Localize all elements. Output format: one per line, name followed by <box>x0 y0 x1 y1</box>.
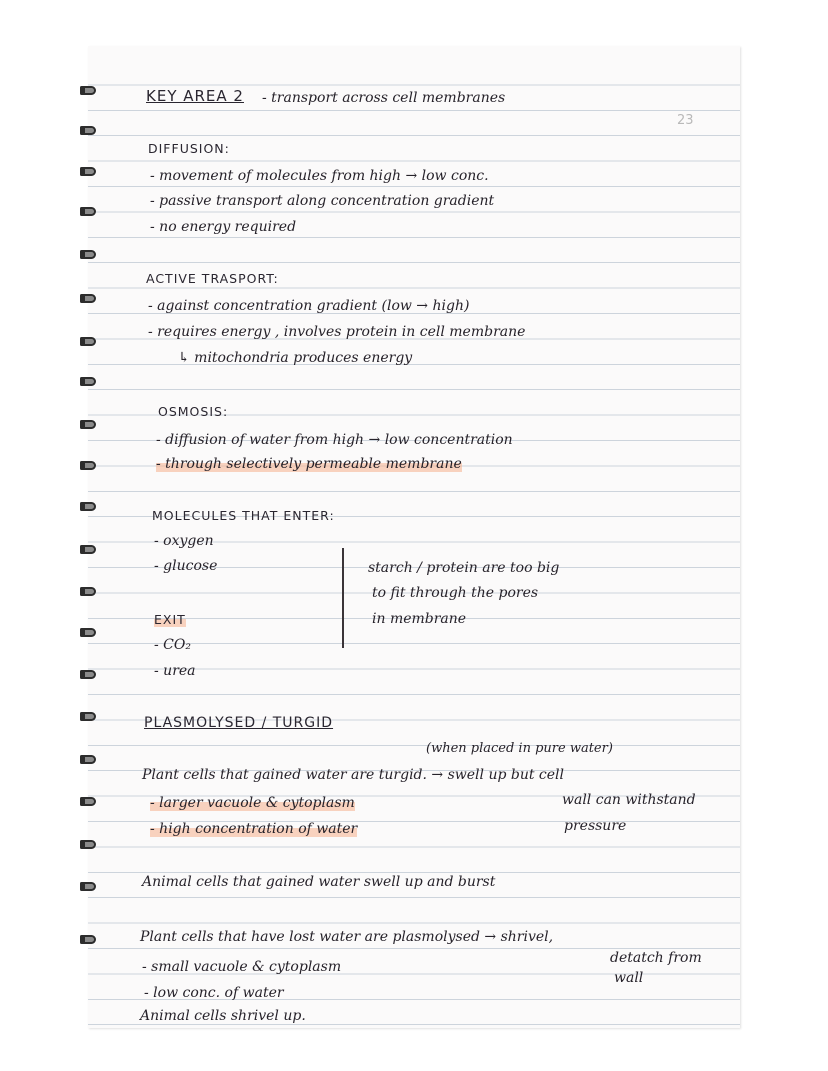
divider-line <box>342 548 344 648</box>
spiral-coil <box>80 461 96 470</box>
enter-item: - oxygen <box>154 533 214 549</box>
diffusion-heading: DIFFUSION: <box>148 141 230 156</box>
plant-gain-point: - larger vacuole & cytoplasm <box>150 795 355 811</box>
spiral-coil <box>80 420 96 429</box>
spiral-coil <box>80 294 96 303</box>
spiral-coil <box>80 935 96 944</box>
plasmolysed-heading: PLASMOLYSED / TURGID <box>144 715 334 731</box>
membrane-note: in membrane <box>372 611 467 627</box>
animal-gain-line: Animal cells that gained water swell up and burst <box>142 874 496 890</box>
spiral-coil <box>80 126 96 135</box>
animal-lost-line: Animal cells shrivel up. <box>140 1008 306 1024</box>
plant-gain-right: pressure <box>564 818 627 834</box>
active-transport-line: - requires energy , involves protein in cell membrane <box>148 324 526 340</box>
plant-lost-line: Plant cells that have lost water are plasmolysed → shrivel, <box>140 929 554 945</box>
exit-heading: EXIT <box>154 612 186 627</box>
spiral-coil <box>80 337 96 346</box>
enter-item: - glucose <box>154 558 218 574</box>
diffusion-line: - no energy required <box>150 219 297 235</box>
osmosis-line: - diffusion of water from high → low concentration <box>156 432 513 448</box>
plant-lost-point: - low conc. of water <box>144 985 284 1001</box>
spiral-coil <box>80 502 96 511</box>
spiral-coil <box>80 628 96 637</box>
page-subtitle: - transport across cell membranes <box>262 90 506 106</box>
membrane-note: to fit through the pores <box>372 585 539 601</box>
spiral-coil <box>80 882 96 891</box>
spiral-coil <box>80 840 96 849</box>
exit-item: - urea <box>154 663 196 679</box>
osmosis-heading: OSMOSIS: <box>158 404 229 419</box>
plant-gain-point: - high concentration of water <box>150 821 358 837</box>
spiral-coil <box>80 207 96 216</box>
spiral-coil <box>80 587 96 596</box>
plant-gain-line: Plant cells that gained water are turgid. → swell up but cell <box>142 767 565 783</box>
diffusion-line: - passive transport along concentration gradient <box>150 193 495 209</box>
spiral-coil <box>80 377 96 386</box>
spiral-coil <box>80 797 96 806</box>
plant-lost-right: detatch from <box>610 950 702 966</box>
membrane-note: starch / protein are too big <box>368 560 560 576</box>
pure-water-note: (when placed in pure water) <box>426 741 613 756</box>
plant-lost-right: wall <box>614 970 644 986</box>
active-transport-subline: ↳ mitochondria produces energy <box>178 350 413 366</box>
osmosis-line: - through selectively permeable membrane <box>156 456 462 472</box>
active-transport-heading: ACTIVE TRASPORT: <box>146 271 279 286</box>
plant-lost-point: - small vacuole & cytoplasm <box>142 959 342 975</box>
exit-item: - CO₂ <box>154 637 191 653</box>
plant-gain-right: wall can withstand <box>562 792 696 808</box>
spiral-coil <box>80 250 96 259</box>
spiral-coil <box>80 86 96 95</box>
spiral-coil <box>80 167 96 176</box>
molecules-heading: MOLECULES THAT ENTER: <box>152 508 335 523</box>
spiral-coil <box>80 545 96 554</box>
key-area-title: KEY AREA 2 <box>146 87 244 105</box>
margin-note: 23 <box>677 113 694 128</box>
spiral-coil <box>80 755 96 764</box>
active-transport-line: - against concentration gradient (low → high) <box>148 298 470 314</box>
diffusion-line: - movement of molecules from high → low conc. <box>150 168 489 184</box>
spiral-coil <box>80 712 96 721</box>
spiral-coil <box>80 670 96 679</box>
